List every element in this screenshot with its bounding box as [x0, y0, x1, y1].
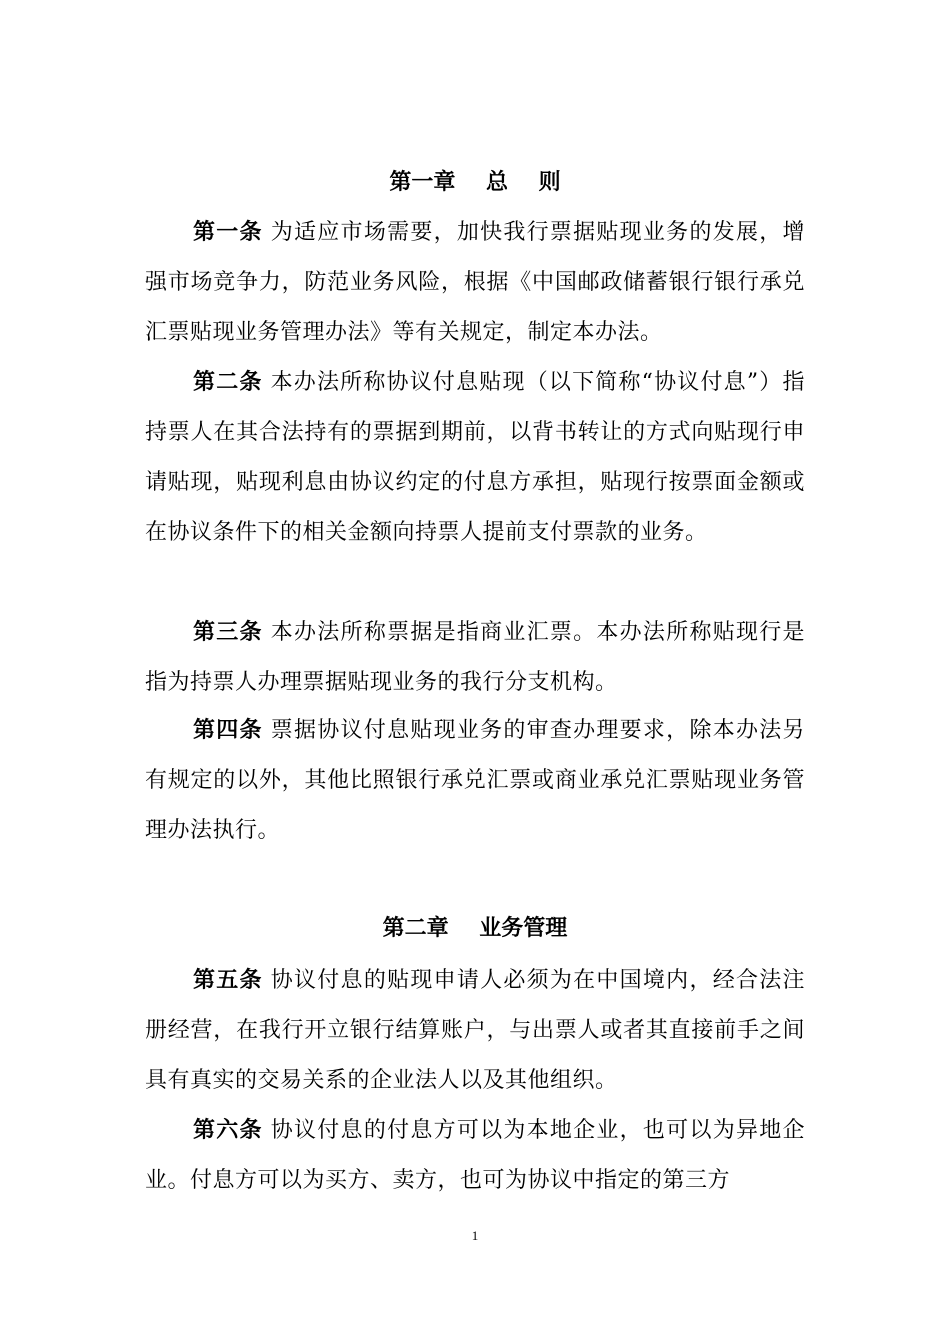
article-label: 第四条: [193, 718, 263, 743]
article-1: [145, 208, 805, 358]
article-2: [145, 358, 805, 558]
article-label: 第二条: [193, 370, 263, 395]
chapter-title-2: 第二章 业务管理: [382, 916, 568, 941]
article-5: [145, 956, 805, 1106]
article-text: 本办法所称票据是指商业汇票。本办法所称贴现行是指为持票人办理票据贴现业务的我行分支机构。: [145, 620, 805, 695]
article-label: 第六条: [193, 1118, 263, 1143]
article-4: [145, 706, 805, 856]
article-label: 第一条: [193, 220, 263, 245]
article-text: 协议付息的付息方可以为本地企业，也可以为异地企业。付息方可以为买方、卖方，也可为协议中指定的第三方: [145, 1118, 805, 1193]
article-text: 本办法所称协议付息贴现（以下简称“协议付息”）指持票人在其合法持有的票据到期前，以背书转让的方式向贴现行申请贴现，贴现利息由协议约定的付息方承担，贴现行按票面金额或在协议条件下的相关金额向持票人提前支付票款的业务。: [145, 370, 805, 545]
article-text: 为适应市场需要，加快我行票据贴现业务的发展，增强市场竞争力，防范业务风险，根据《中国邮政储蓄银行银行承兑汇票贴现业务管理办法》等有关规定，制定本办法。: [145, 220, 805, 345]
article-text: 协议付息的贴现申请人必须为在中国境内，经合法注册经营，在我行开立银行结算账户，与出票人或者其直接前手之间具有真实的交易关系的企业法人以及其他组织。: [145, 968, 805, 1093]
article-label: 第三条: [193, 620, 263, 645]
page-number: 1: [471, 1228, 479, 1243]
article-6: [145, 1106, 805, 1206]
chapter-title-1: 第一章 总 则: [389, 170, 561, 195]
article-label: 第五条: [193, 968, 263, 993]
article-text: 票据协议付息贴现业务的审查办理要求，除本办法另有规定的以外，其他比照银行承兑汇票或商业承兑汇票贴现业务管理办法执行。: [145, 718, 805, 843]
article-3: [145, 608, 805, 708]
